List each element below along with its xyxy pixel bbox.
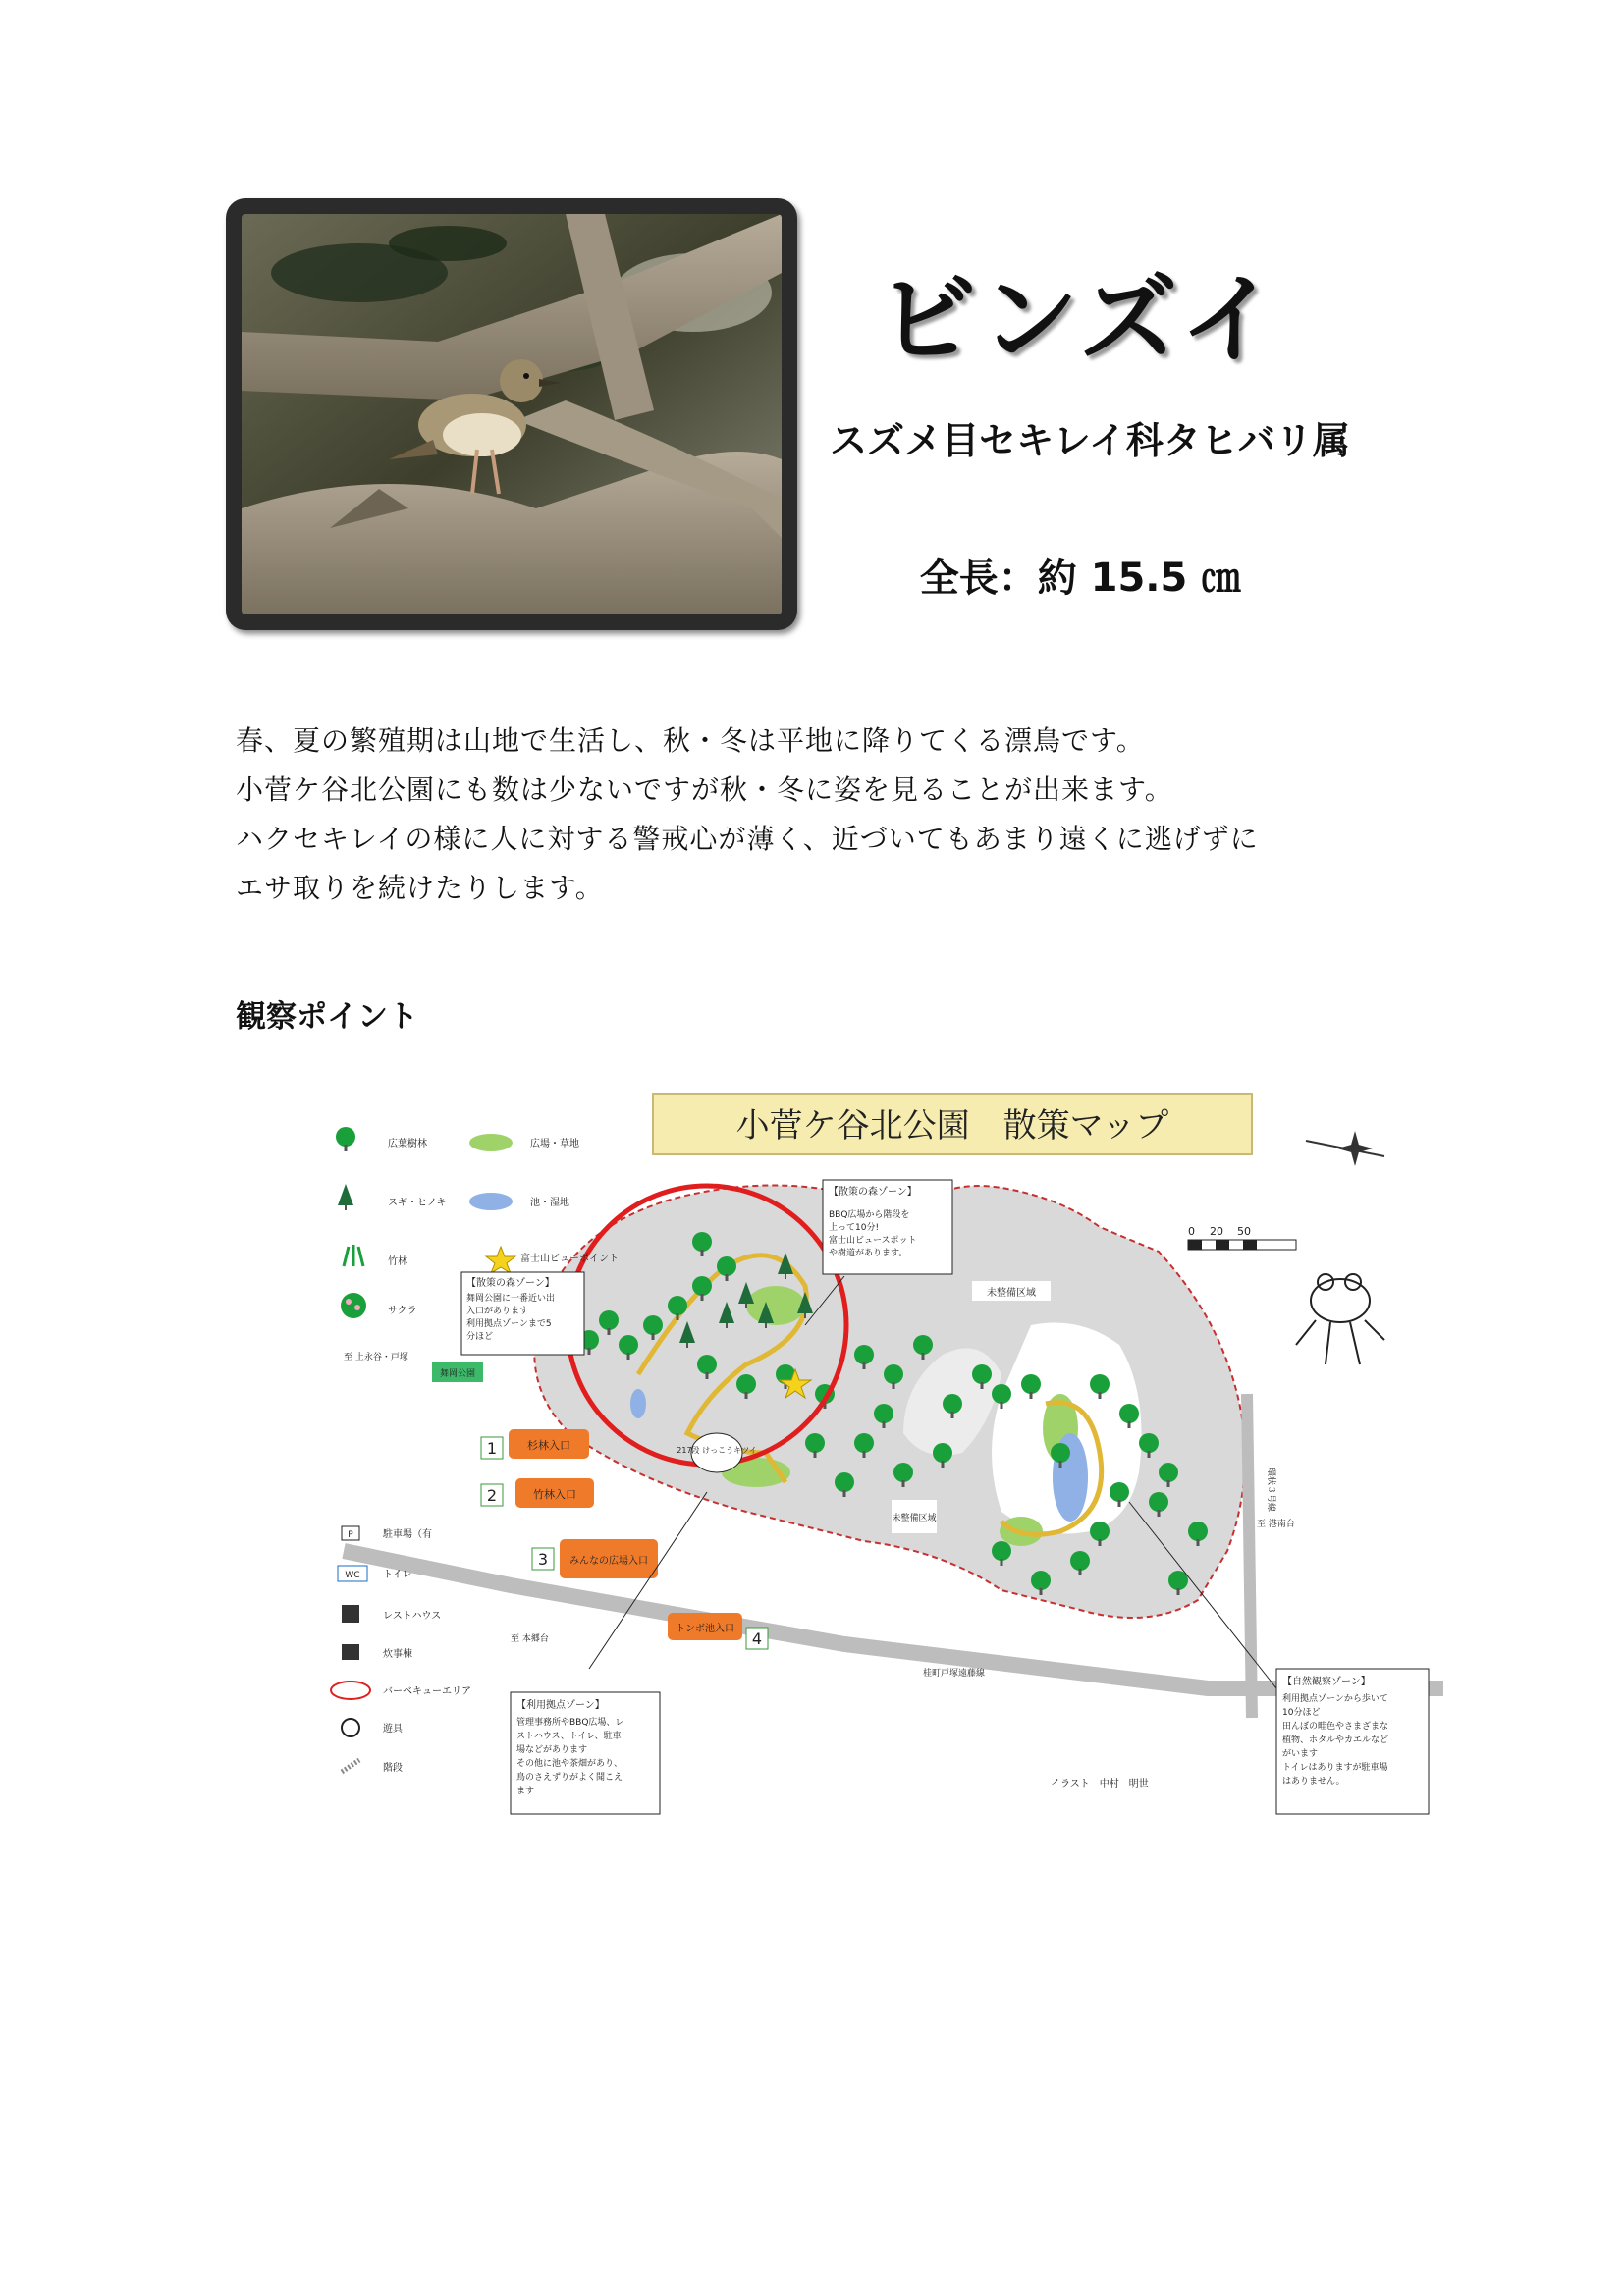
legend-bbq: バーベキューエリア — [383, 1686, 471, 1697]
road-label: 環状３号線 — [1266, 1468, 1275, 1513]
svg-text:場などがあります: 場などがあります — [516, 1745, 588, 1755]
svg-text:4: 4 — [751, 1629, 763, 1648]
map-title: 小菅ケ谷北公園 散策マップ — [735, 1106, 1169, 1146]
scale-label: 20 — [1210, 1225, 1223, 1238]
park-map-svg — [314, 1080, 1443, 1826]
zone-forest2-box — [461, 1272, 584, 1355]
svg-text:杉林入口: 杉林入口 — [527, 1439, 570, 1452]
description-line: 小菅ケ谷北公園にも数は少ないですが秋・冬に姿を見ることが出来ます。 — [236, 774, 1173, 806]
legend-parking: 駐車場（有 — [383, 1529, 432, 1540]
direction-label: 至 本郷台 — [511, 1634, 549, 1644]
legend-plaza: 広場・草地 — [530, 1139, 579, 1149]
svg-text:トンボ池入口: トンボ池入口 — [676, 1624, 734, 1634]
svg-text:管理事務所やBBQ広場、レ: 管理事務所やBBQ広場、レ — [516, 1718, 624, 1728]
svg-text:田んぼの畦色やさまざまな: 田んぼの畦色やさまざまな — [1282, 1722, 1389, 1732]
svg-text:【利用拠点ゾーン】: 【利用拠点ゾーン】 — [516, 1700, 605, 1711]
park-map — [314, 1080, 1443, 1826]
svg-text:分ほど: 分ほど — [466, 1332, 494, 1342]
bird-photo-image — [242, 214, 782, 614]
description-line: エサ取りを続けたりします。 — [236, 872, 604, 904]
scale-label: 50 — [1237, 1225, 1251, 1238]
svg-text:P: P — [348, 1530, 353, 1540]
undeveloped-label: 未整備区域 — [892, 1514, 937, 1523]
legend-cedar: スギ・ヒノキ — [388, 1198, 447, 1208]
legend-stairs: 階段 — [383, 1763, 403, 1774]
svg-text:WC: WC — [345, 1571, 360, 1580]
svg-text:はありません。: はありません。 — [1282, 1777, 1345, 1787]
description — [236, 717, 1259, 913]
pond — [630, 1389, 646, 1418]
svg-text:【自然観察ゾーン】: 【自然観察ゾーン】 — [1282, 1677, 1371, 1687]
svg-text:富士山ビュースポット: 富士山ビュースポット — [829, 1236, 917, 1246]
svg-text:竹林入口: 竹林入口 — [533, 1488, 576, 1501]
legend-sakura: サクラ — [388, 1306, 417, 1316]
entrance-4 — [668, 1613, 768, 1649]
svg-text:【散策の森ゾーン】: 【散策の森ゾーン】 — [829, 1187, 917, 1198]
compass-icon — [1306, 1131, 1384, 1166]
svg-text:鳥のさえずりがよく聞こえ: 鳥のさえずりがよく聞こえ — [516, 1773, 623, 1783]
description-line: 春、夏の繁殖期は山地で生活し、秋・冬は平地に降りてくる漂鳥です。 — [236, 724, 1145, 757]
zone-forest-box — [823, 1180, 952, 1274]
svg-text:みんなの広場入口: みんなの広場入口 — [569, 1556, 648, 1567]
svg-text:ストハウス、トイレ、駐車: ストハウス、トイレ、駐車 — [516, 1732, 622, 1741]
svg-text:その他に池や茶畑があり、: その他に池や茶畑があり、 — [516, 1759, 623, 1769]
svg-text:利用拠点ゾーンまで5: 利用拠点ゾーンまで5 — [466, 1319, 552, 1329]
road — [344, 1551, 1443, 1688]
svg-text:ます: ます — [516, 1787, 535, 1796]
undeveloped-label: 未整備区域 — [987, 1288, 1036, 1299]
svg-text:植物、ホタルやカエルなど: 植物、ホタルやカエルなど — [1282, 1735, 1389, 1745]
legend-broadleaf: 広葉樹林 — [388, 1139, 427, 1149]
svg-text:利用拠点ゾーンから歩いて: 利用拠点ゾーンから歩いて — [1282, 1694, 1388, 1704]
section-heading: 観察ポイント — [236, 999, 418, 1035]
scale-bar — [1188, 1225, 1296, 1250]
legend-toilet: トイレ — [383, 1570, 412, 1580]
svg-text:2: 2 — [486, 1486, 498, 1505]
legend-bamboo: 竹林 — [388, 1256, 407, 1267]
entrance-1 — [481, 1429, 589, 1459]
length-label: 全長：約 15.5 ㎝ — [919, 556, 1241, 601]
road — [1247, 1394, 1252, 1718]
road-label: 桂町戸塚遠藤線 — [923, 1669, 986, 1679]
bird-photo — [226, 198, 797, 630]
legend-fuji: 富士山ビューポイント — [520, 1254, 619, 1264]
plaza — [746, 1286, 805, 1325]
legend-pond: 池・湿地 — [530, 1198, 569, 1208]
frog-illustration — [1296, 1274, 1384, 1364]
legend-resthouse: レストハウス — [383, 1611, 442, 1622]
zone-nature-box — [1276, 1669, 1429, 1814]
svg-text:3: 3 — [537, 1550, 549, 1569]
svg-text:1: 1 — [486, 1439, 498, 1458]
taxonomy-label: スズメ目セキレイ科タヒバリ属 — [830, 419, 1350, 462]
maioka-label: 舞岡公園 — [439, 1369, 476, 1379]
scale-label: 0 — [1188, 1225, 1195, 1238]
map-title-banner — [653, 1094, 1252, 1154]
entrance-2 — [481, 1478, 594, 1508]
svg-text:がいます: がいます — [1282, 1749, 1319, 1759]
legend-kitchen: 炊事棟 — [383, 1649, 412, 1660]
leader-line — [589, 1492, 707, 1669]
illustrator-credit: イラスト 中村 明世 — [1051, 1779, 1149, 1789]
svg-text:上って10分!: 上って10分! — [829, 1223, 880, 1233]
svg-text:入口があります: 入口があります — [466, 1307, 529, 1316]
svg-text:や樹道があります。: や樹道があります。 — [829, 1249, 908, 1258]
description-line: ハクセキレイの様に人に対する警戒心が薄く、近づいてもあまり遠くに逃げずに — [236, 823, 1259, 855]
svg-text:10分ほど: 10分ほど — [1282, 1708, 1321, 1718]
direction-label: 至 上永谷・戸塚 — [344, 1353, 408, 1362]
svg-text:【散策の森ゾーン】: 【散策の森ゾーン】 — [466, 1278, 555, 1289]
page-title: ビンズイ — [878, 262, 1282, 377]
stairs-label: 217段 けっこうキツイ — [677, 1446, 757, 1455]
svg-text:BBQ広場から階段を: BBQ広場から階段を — [829, 1210, 910, 1220]
svg-text:舞岡公園に一番近い出: 舞岡公園に一番近い出 — [466, 1294, 556, 1304]
svg-text:トイレはありますが駐車場: トイレはありますが駐車場 — [1282, 1763, 1388, 1773]
legend-play: 遊具 — [383, 1724, 403, 1735]
direction-label: 至 港南台 — [1257, 1520, 1295, 1529]
entrance-3 — [532, 1539, 658, 1578]
zone-hub-box — [511, 1692, 660, 1814]
